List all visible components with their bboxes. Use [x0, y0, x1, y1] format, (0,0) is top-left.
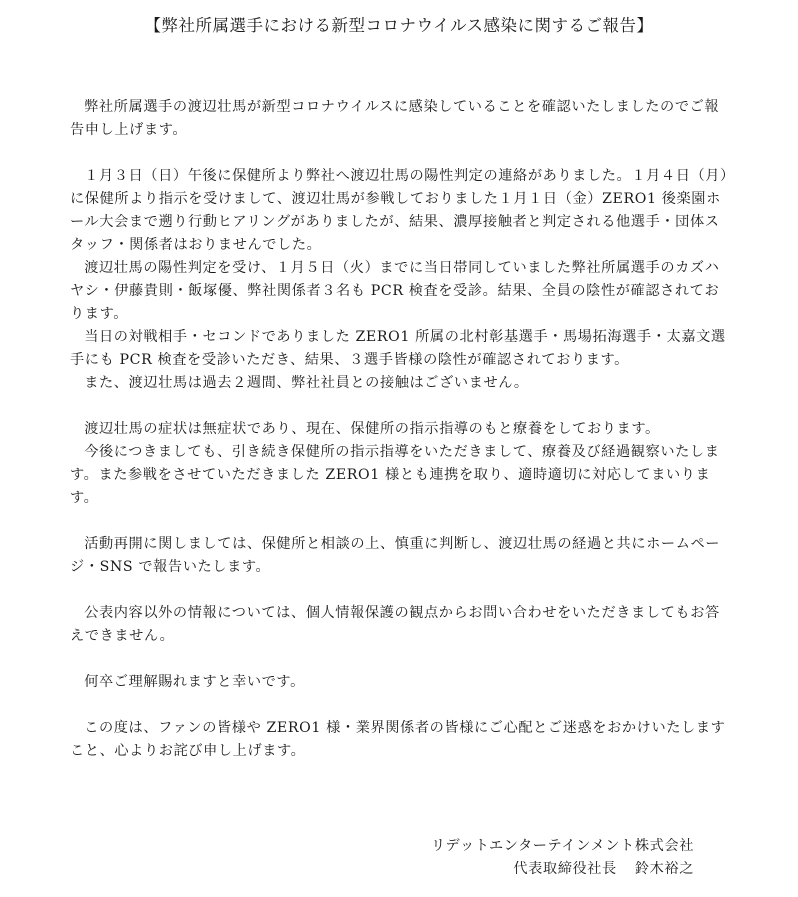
paragraph-future-care: 今後につきましても、引き続き保健所の指示指導をいただきまして、療養及び経過観察いたします。また参戦をさせていただきました ZERO1 様とも連携を取り、適時適切に対応してまいります。	[70, 444, 720, 506]
spacer	[70, 694, 730, 717]
spacer	[70, 510, 730, 533]
paragraph-intro: 弊社所属選手の渡辺壮馬が新型コロナウイルスに感染していることを確認いたしましたのでご報告申し上げます。	[70, 99, 720, 138]
spacer	[70, 648, 730, 671]
paragraph-no-contact: また、渡辺壮馬は過去２週間、弊社社員との接触はございません。	[84, 375, 529, 391]
paragraph-understanding: 何卒ご理解賜れますと幸いです。	[84, 674, 305, 690]
paragraph-symptoms: 渡辺壮馬の症状は無症状であり、現在、保健所の指示指導のもと療養をしております。	[84, 421, 660, 437]
paragraph-positive-notice: １月３日（日）午後に保健所より弊社へ渡辺壮馬の陽性判定の連絡がありました。１月４日（月）に保健所より指示を受けまして、渡辺壮馬が参戦しておりました１月１日（金）ZERO1 後楽園ホール大会まで遡り行動ヒアリングがありましたが、結果、濃厚接触者と判定される他選手・団体スタッフ・関係者はおりませんでした。	[70, 168, 728, 253]
paragraph-resume-activity: 活動再開に関しましては、保健所と相談の上、慎重に判断し、渡辺壮馬の経過と共にホームページ・SNS で報告いたします。	[70, 536, 721, 575]
signature-person	[431, 858, 694, 881]
spacer	[70, 579, 730, 602]
spacer	[70, 395, 730, 418]
signature-name: 鈴木裕之	[634, 861, 694, 877]
signature-company: リデットエンターテインメント株式会社	[430, 838, 694, 854]
signature-position: 代表取締役社長	[513, 861, 617, 877]
paragraph-privacy: 公表内容以外の情報については、個人情報保護の観点からお問い合わせをいただきましてもお答えできません。	[70, 605, 720, 644]
paragraph-pcr-staff: 渡辺壮馬の陽性判定を受け、１月５日（火）までに当日帯同していました弊社所属選手のカズハヤシ・伊藤貴則・飯塚優、弊社関係者３名も PCR 検査を受診。結果、全員の陰性が確認されております。	[70, 260, 720, 322]
signature-block	[431, 835, 694, 881]
paragraph-pcr-opponents: 当日の対戦相手・セコンドでありました ZERO1 所属の北村彰基選手・馬場拓海選手・太嘉文選手にも PCR 検査を受診いただき、結果、３選手皆様の陰性が確認されております。	[70, 329, 726, 368]
document-title: 【弊社所属選手における新型コロナウイルス感染に関するご報告】	[144, 16, 654, 35]
paragraph-apology: この度は、ファンの皆様や ZERO1 様・業界関係者の皆様にご心配とご迷惑をおかけいたしますこと、心よりお詫び申し上げます。	[70, 720, 726, 759]
document-body	[70, 96, 730, 763]
spacer	[70, 142, 730, 165]
